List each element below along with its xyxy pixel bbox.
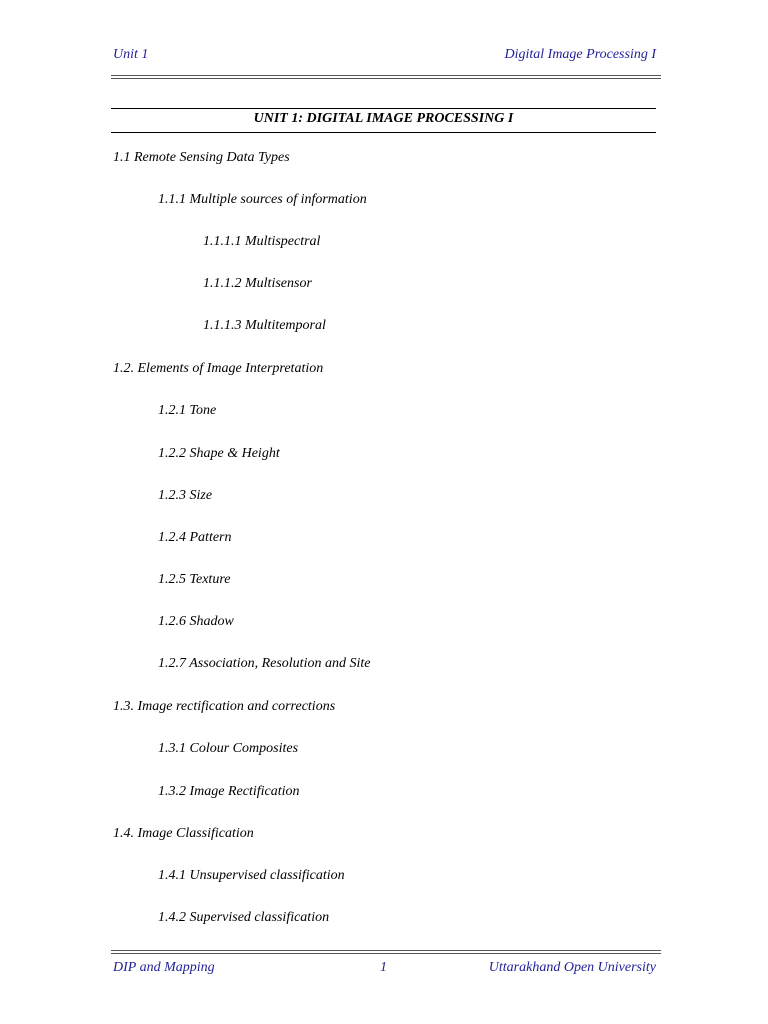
- toc-item: 1.2.3 Size: [158, 488, 213, 503]
- footer-university: Uttarakhand Open University: [488, 960, 656, 975]
- toc-item: 1.2.2 Shape & Height: [158, 446, 280, 461]
- toc-item: 1.2.7 Association, Resolution and Site: [158, 656, 371, 671]
- header-rule-bottom: [111, 78, 661, 79]
- toc-item: 1.1.1.1 Multispectral: [203, 234, 321, 249]
- toc-item: 1.1.1.3 Multitemporal: [203, 318, 326, 333]
- footer-course-name: DIP and Mapping: [113, 960, 215, 975]
- header-rule-top: [111, 75, 661, 76]
- toc-item: 1.4. Image Classification: [113, 826, 254, 841]
- toc-item: 1.3. Image rectification and corrections: [113, 699, 336, 714]
- toc-item: 1.4.1 Unsupervised classification: [158, 868, 345, 883]
- toc-item: 1.2.1 Tone: [158, 403, 217, 418]
- toc-item: 1.2. Elements of Image Interpretation: [113, 361, 324, 376]
- toc-item: 1.3.2 Image Rectification: [158, 784, 300, 799]
- toc-item: 1.2.5 Texture: [158, 572, 231, 587]
- toc-item: 1.1.1.2 Multisensor: [203, 276, 312, 291]
- title-rule-bottom: [111, 132, 656, 133]
- footer-rule-top: [111, 950, 661, 951]
- toc-item: 1.1.1 Multiple sources of information: [158, 192, 367, 207]
- page-title: UNIT 1: DIGITAL IMAGE PROCESSING I: [253, 111, 514, 126]
- header-course-title: Digital Image Processing I: [504, 47, 656, 62]
- header-unit-label: Unit 1: [113, 47, 149, 62]
- footer-rule-bottom: [111, 953, 661, 954]
- title-rule-top: [111, 108, 656, 109]
- toc-item: 1.4.2 Supervised classification: [158, 910, 330, 925]
- toc-item: 1.2.4 Pattern: [158, 530, 232, 545]
- footer-page-number: 1: [380, 960, 387, 975]
- toc-item: 1.3.1 Colour Composites: [158, 741, 299, 756]
- toc-item: 1.1 Remote Sensing Data Types: [113, 150, 290, 165]
- toc-item: 1.2.6 Shadow: [158, 614, 234, 629]
